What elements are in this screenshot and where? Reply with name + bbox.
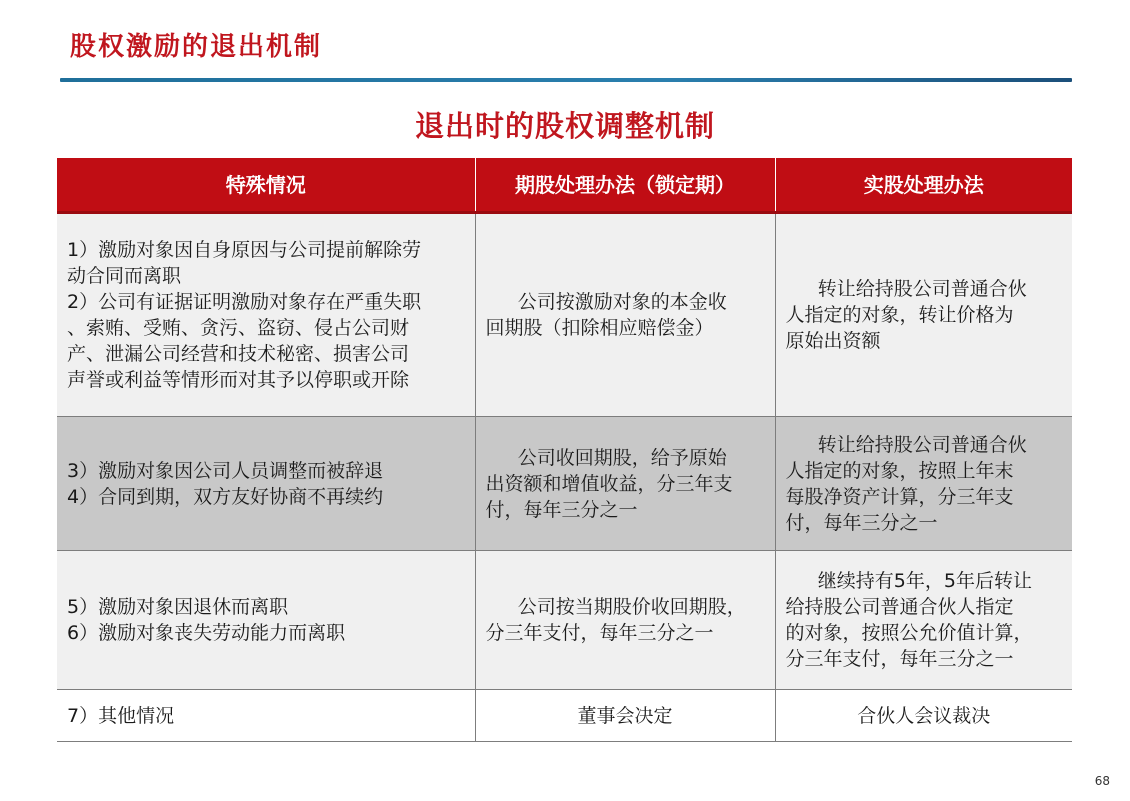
situation-cell (57, 417, 475, 551)
cell-line: 付，每年三分之一 (485, 498, 638, 521)
cell-line: 公司按当期股价收回期股， (517, 596, 746, 618)
table-row (57, 213, 1072, 417)
title-underline (60, 78, 1072, 82)
header-real-shares: 实股处理办法 (775, 158, 1072, 213)
real-shares-cell (775, 213, 1072, 417)
cell-line: 5）激励对象因退休而离职 (67, 596, 289, 618)
table-heading: 退出时的股权调整机制 (414, 109, 715, 143)
header-special-situation: 特殊情况 (57, 158, 475, 213)
cell-line: 合伙人会议裁决 (857, 704, 991, 727)
table-row (57, 417, 1072, 551)
cell-line: 董事会决定 (577, 704, 673, 727)
cell-line: 1）激励对象因自身原因与公司提前解除劳 (67, 239, 422, 261)
cell-line: 回期股（扣除相应赔偿金） (485, 317, 714, 339)
cell-line: 分三年支付，每年三分之一 (485, 622, 714, 644)
cell-line: 人指定的对象，转让价格为 (785, 304, 1014, 326)
table-row (57, 551, 1072, 690)
cell-line: 产、泄漏公司经营和技术秘密、损害公司 (67, 343, 410, 365)
cell-line: 4）合同到期，双方友好协商不再续约 (67, 485, 384, 508)
cell-line: 3）激励对象因公司人员调整而被辞退 (67, 459, 384, 482)
cell-line: 动合同而离职 (67, 265, 182, 287)
cell-line: 分三年支付，每年三分之一 (785, 648, 1014, 670)
cell-line: 转让给持股公司普通合伙 (817, 278, 1027, 300)
exit-mechanism-table (57, 158, 1072, 742)
cell-line: 付，每年三分之一 (785, 511, 938, 534)
situation-cell (57, 690, 475, 742)
cell-line: 人指定的对象，按照上年末 (785, 459, 1014, 482)
cell-line: 声誉或利益等情形而对其予以停职或开除 (67, 369, 410, 391)
option-shares-cell (475, 551, 775, 690)
option-shares-cell (475, 417, 775, 551)
cell-line: 每股净资产计算，分三年支 (785, 485, 1014, 508)
cell-line: 7）其他情况 (67, 704, 175, 727)
cell-line: 6）激励对象丧失劳动能力而离职 (67, 622, 346, 644)
cell-line: 原始出资额 (785, 330, 881, 352)
page-number: 68 (1094, 774, 1110, 788)
header-option-shares: 期股处理办法（锁定期） (475, 158, 775, 213)
cell-line: 、索贿、受贿、贪污、盗窃、侵占公司财 (67, 317, 410, 339)
real-shares-cell (775, 690, 1072, 742)
cell-line: 2）公司有证据证明激励对象存在严重失职 (67, 291, 422, 313)
table-header-row (57, 158, 1072, 213)
situation-cell (57, 551, 475, 690)
cell-line: 公司按激励对象的本金收 (517, 291, 727, 313)
option-shares-cell (475, 690, 775, 742)
real-shares-cell (775, 417, 1072, 551)
cell-line: 继续持有5年，5年后转让 (817, 570, 1032, 592)
situation-cell (57, 213, 475, 417)
real-shares-cell (775, 551, 1072, 690)
table-row (57, 690, 1072, 742)
option-shares-cell (475, 213, 775, 417)
cell-line: 的对象，按照公允价值计算， (785, 622, 1033, 644)
cell-line: 给持股公司普通合伙人指定 (785, 596, 1014, 618)
cell-line: 公司收回期股，给予原始 (517, 446, 727, 469)
cell-line: 出资额和增值收益，分三年支 (485, 472, 733, 495)
cell-line: 转让给持股公司普通合伙 (817, 433, 1027, 456)
slide-title: 股权激励的退出机制 (70, 32, 323, 62)
